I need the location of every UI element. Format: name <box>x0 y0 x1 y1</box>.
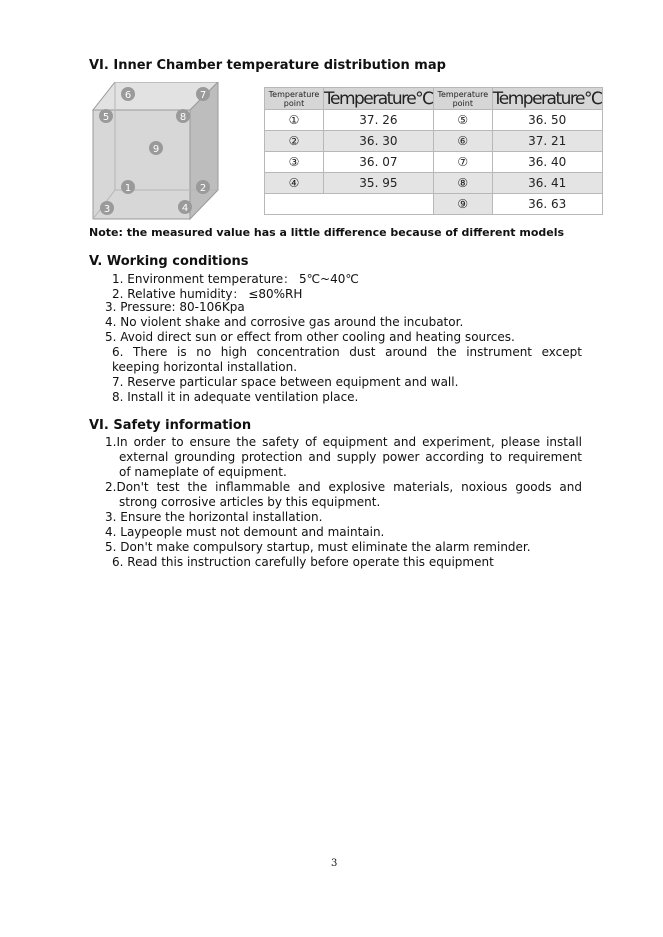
list-item: 3. Pressure: 80-106Kpa <box>105 300 245 314</box>
chamber-diagram <box>90 82 220 220</box>
section-title-safety: VI. Safety information <box>89 418 252 433</box>
list-item-continuation: of nameplate of equipment. <box>119 465 287 479</box>
temperature-cell: 36. 07 <box>324 152 434 173</box>
list-item: 6. There is no high concentration dust around the instrument except <box>112 345 582 359</box>
header-temperature: Temperature℃ <box>324 88 433 109</box>
list-item: 2.Don't test the inflammable and explosive materials, noxious goods and <box>105 480 582 494</box>
point-cell: ① <box>265 110 324 131</box>
list-item-continuation: external grounding protection and supply power according to requirement <box>119 450 582 464</box>
list-item: 2. Relative humidity： ≤80%RH <box>112 287 303 301</box>
empty-cell <box>265 194 434 215</box>
temperature-table <box>264 87 603 215</box>
header-temperature: Temperature℃ <box>492 88 602 109</box>
list-item: 8. Install it in adequate ventilation place. <box>112 390 359 404</box>
table-row <box>265 131 603 152</box>
temperature-cell: 36. 63 <box>492 194 602 215</box>
table-header-row <box>265 88 603 110</box>
temperature-cell: 36. 30 <box>324 131 434 152</box>
table-row <box>265 173 603 194</box>
point-cell: ⑥ <box>433 131 492 152</box>
point-marker-2 <box>196 180 210 194</box>
section-title-working-conditions: V. Working conditions <box>89 254 249 269</box>
section-title-temperature-map: VI. Inner Chamber temperature distribution map <box>89 58 446 73</box>
point-cell: ⑤ <box>433 110 492 131</box>
svg-text:5: 5 <box>102 112 110 123</box>
list-item: 5. Avoid direct sun or effect from other cooling and heating sources. <box>105 330 515 344</box>
temperature-cell: 36. 41 <box>492 173 602 194</box>
measurement-note: Note: the measured value has a little difference because of different models <box>89 226 565 239</box>
table-row <box>265 110 603 131</box>
point-marker-4 <box>178 200 192 214</box>
list-item-continuation: keeping horizontal installation. <box>112 360 298 374</box>
svg-text:8: 8 <box>179 112 187 123</box>
header-temperature-point: Temperature point <box>265 88 324 110</box>
list-item: 4. Laypeople must not demount and maintain. <box>105 525 385 539</box>
temperature-cell: 35. 95 <box>324 173 434 194</box>
svg-text:3: 3 <box>103 204 111 215</box>
list-item: 5. Don't make compulsory startup, must eliminate the alarm reminder. <box>105 540 531 554</box>
svg-text:7: 7 <box>199 90 207 101</box>
temperature-cell: 37. 26 <box>324 110 434 131</box>
point-marker-5 <box>99 109 113 123</box>
point-marker-6 <box>121 87 135 101</box>
temperature-cell: 36. 40 <box>492 152 602 173</box>
temperature-cell: 36. 50 <box>492 110 602 131</box>
svg-text:1: 1 <box>124 183 132 194</box>
point-cell: ④ <box>265 173 324 194</box>
point-cell: ⑨ <box>433 194 492 215</box>
point-marker-1 <box>121 180 135 194</box>
svg-text:4: 4 <box>181 203 189 214</box>
svg-text:9: 9 <box>152 144 160 155</box>
point-marker-8 <box>176 109 190 123</box>
list-item: 6. Read this instruction carefully before operate this equipment <box>112 555 494 569</box>
point-marker-9 <box>149 141 163 155</box>
point-cell: ② <box>265 131 324 152</box>
list-item: 7. Reserve particular space between equipment and wall. <box>112 375 459 389</box>
temperature-cell: 37. 21 <box>492 131 602 152</box>
list-item: 4. No violent shake and corrosive gas around the incubator. <box>105 315 464 329</box>
point-marker-3 <box>100 201 114 215</box>
table-row <box>265 194 603 215</box>
point-cell: ⑦ <box>433 152 492 173</box>
point-cell: ③ <box>265 152 324 173</box>
svg-text:6: 6 <box>124 90 132 101</box>
header-temperature-point: Temperature point <box>433 88 492 110</box>
list-item: 1. Environment temperature： 5℃~40℃ <box>112 272 359 286</box>
svg-text:2: 2 <box>199 183 207 194</box>
list-item: 1.In order to ensure the safety of equipment and experiment, please install <box>105 435 582 449</box>
point-cell: ⑧ <box>433 173 492 194</box>
table-row <box>265 152 603 173</box>
point-marker-7 <box>196 87 210 101</box>
list-item-continuation: strong corrosive articles by this equipment. <box>119 495 381 509</box>
page-number: 3 <box>331 858 338 869</box>
list-item: 3. Ensure the horizontal installation. <box>105 510 323 524</box>
